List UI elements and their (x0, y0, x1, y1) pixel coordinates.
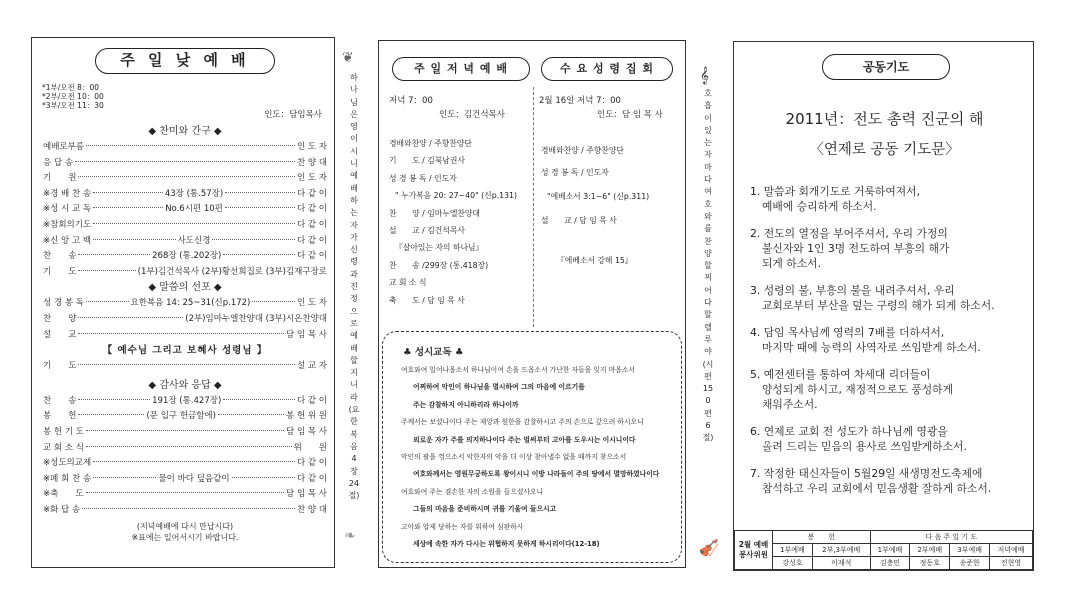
evening-line: 교 회 소 식 (389, 278, 427, 288)
row-label: 기 도 (43, 266, 77, 277)
evening-line: 찬 송 /299장 (통.418장) (389, 260, 489, 270)
music-note-icon: 𝄞 (700, 66, 709, 84)
col-header: 1부예배 (773, 544, 813, 557)
prayer-item-line: 4. 담임 목사님께 영력의 7배를 더하셔서, (750, 326, 945, 339)
worship-row (43, 312, 327, 328)
row-detail: 43장 (통.57장) (164, 188, 224, 199)
row-detail: 사도신경 (177, 235, 211, 246)
row-person: 다 같 이 (296, 235, 328, 246)
sermon-title: 【 예수님 그리고 보혜사 성령님 】 (102, 345, 268, 357)
prayer-item-line: 예배에 승리하게 하소서. (762, 200, 877, 213)
leader-dots (78, 317, 183, 318)
col-header: 2부예배 (910, 544, 950, 557)
worship-row (43, 487, 327, 503)
worship-row (43, 218, 327, 234)
col-header: 저녁예배 (990, 544, 1033, 557)
wed-line: 경배와찬양 / 주향찬양단 (541, 146, 624, 155)
leader-dots (86, 430, 284, 431)
row-person: 담 임 목 사 (286, 426, 327, 437)
leader-dots (78, 176, 295, 177)
wednesday-title: 수 요 성 령 집 회 (541, 57, 673, 81)
row-detail: (문 입구 헌금함에) (146, 411, 216, 422)
row-label: ※참회의기도 (43, 219, 92, 230)
evening-line: " 누가복음 20: 27~40" (신p.131) (395, 191, 518, 201)
volunteer-name: 강성호 (773, 557, 813, 570)
worship-row (43, 328, 327, 344)
worship-row (43, 394, 327, 410)
row-detail: (1부)김건석목사 (2부)황선희집로 (3부)김재구장로 (137, 266, 327, 277)
leaf-ornament-icon: ❦ (342, 50, 354, 66)
leader-dots (75, 161, 295, 162)
col-header: 3부예배 (950, 544, 990, 557)
col-header: 2부,3부예배 (812, 544, 870, 557)
prayer-item (750, 466, 1030, 496)
prayer-item-line: 1. 말씀과 회개기도로 거룩하여져서, (750, 185, 921, 198)
sunday-morning-panel (31, 37, 335, 568)
volunteer-label: 봉사위원 (739, 550, 768, 559)
row-person: 찬 양 대 (296, 157, 327, 168)
row-person: 다 같 이 (296, 251, 328, 262)
wed-line: 설 교 / 담 임 목 사 (541, 216, 617, 225)
next-prayer-group-header: 다 음 주 일 기 도 (870, 531, 1032, 544)
row-person: 다 같 이 (296, 219, 327, 230)
prayer-item (750, 226, 1030, 271)
leader-dots (78, 414, 144, 415)
wednesday-leader: 인도：담 임 목 사 (597, 110, 663, 120)
leader-dots (223, 399, 295, 400)
row-detail: 268장 (통.202장) (152, 251, 222, 262)
row-label: 기 원 (43, 173, 77, 184)
reading-line: 그들의 마음을 준비하시며 귀를 기울여 들으시고 (413, 505, 557, 514)
leader-dots (93, 477, 156, 478)
row-label: 봉 헌 (43, 411, 77, 422)
prayer-item-line: 양성되게 하시고, 재정적으로도 풍성하게 (762, 383, 954, 396)
reading-line: 고아와 압제 당하는 자를 위하여 심판하사 (401, 522, 524, 531)
thanks-rows (43, 394, 327, 519)
reading-line: 어찌하여 악인이 하나님을 멸시하여 그의 마음에 이르기를 (413, 383, 585, 392)
leader-dots (78, 399, 150, 400)
row-label: 응 답 송 (43, 157, 74, 168)
prayer-items (750, 184, 1030, 508)
worship-row (43, 456, 327, 472)
prayer-item (750, 283, 1030, 313)
service-time-2: *2부/오전 10：00 (42, 92, 104, 101)
worship-row (43, 296, 327, 312)
reading-line: 여호와께서는 영원무궁하도록 왕이시니 이방 나라들이 주의 땅에서 멸망하였나이다 (413, 470, 660, 479)
worship-row (43, 409, 327, 425)
row-person: 인 도 자 (296, 298, 328, 309)
order-of-worship (43, 124, 327, 543)
worship-row (43, 503, 327, 519)
row-person: 인 도 자 (296, 142, 327, 152)
prayer-item (750, 184, 1030, 214)
reading-line: 주는 감찰하지 아니하리라 하나이까 (413, 400, 519, 409)
leader-dots (86, 492, 285, 493)
worship-row (43, 441, 327, 457)
volunteer-name: 전현영 (990, 557, 1033, 570)
row-label: ※경 배 찬 송 (43, 188, 92, 199)
row-detail: (2부)임마누엘찬양대 (3부)시온찬양대 (185, 313, 327, 324)
leader-dots (86, 446, 292, 447)
worship-row (43, 156, 327, 172)
evening-time: 저녁 7：00 (389, 96, 433, 106)
prayer-item-line: 올려 드리는 믿음의 용사로 쓰임받게하소서. (762, 440, 967, 453)
prayer-item-line: 채워주소서. (762, 398, 818, 411)
prayer-item-line: 7. 작정한 태신자들이 5월29일 새생명전도축제에 (750, 467, 983, 480)
row-person: 다 같 이 (296, 188, 327, 199)
evening-service-panel (378, 40, 686, 568)
wed-line: 『에베소서 강해 15』 (557, 256, 633, 265)
footer-stand-note: ※표에는 일어서시기 바랍니다. (131, 533, 239, 543)
responsive-reading-box (382, 331, 682, 563)
leader-dots (225, 207, 295, 208)
wednesday-time: 2월 16일 저녁 7：00 (539, 96, 621, 106)
row-label: 봉 헌 기 도 (43, 426, 84, 437)
leader-dots (78, 270, 135, 271)
row-person: 인 도 자 (296, 173, 327, 184)
section-thanks: ◆ 감사와 응답 ◆ (148, 379, 222, 391)
month-label: 2월 예배 (738, 540, 769, 549)
leader-dots (212, 239, 295, 240)
row-label: ※화 답 송 (43, 504, 81, 515)
leader-dots (93, 223, 295, 224)
row-label: 설 교 (43, 329, 77, 340)
evening-line: 축 도 / 담 임 목 사 (389, 295, 465, 305)
wednesday-order (541, 145, 681, 266)
leaf-ornament-bottom-icon: ❧ (344, 528, 356, 544)
volunteer-table-wrap (734, 530, 1033, 570)
leader-dots (93, 207, 163, 208)
service-times (42, 83, 104, 110)
leader-dots (93, 239, 176, 240)
volunteer-name: 송준한 (950, 557, 990, 570)
service-time-1: *1부/오전 8：00 (42, 83, 99, 92)
evening-line: 성 경 봉 독 / 인도자 (389, 173, 457, 183)
responsive-reading-lines (401, 362, 677, 553)
leader-dots (78, 364, 295, 365)
row-person: 다 같 이 (296, 395, 328, 406)
row-label: 기 도 (43, 361, 77, 372)
service-leader: 인도：담임목사 (264, 110, 322, 120)
evening-line: 경배와찬양 / 주향찬양단 (389, 139, 472, 148)
evening-line: 설 교 / 김건석목사 (389, 226, 465, 236)
row-person: 다 같 이 (296, 204, 328, 215)
sunday-morning-title: 주 일 낮 예 배 (95, 48, 275, 74)
row-label: ※성 시 교 독 (43, 204, 92, 215)
leader-dots (252, 301, 295, 302)
sunday-evening-title: 주 일 저 녁 예 배 (392, 57, 530, 81)
reading-line: 세상에 속한 자가 다시는 위협하지 못하게 하시리이다(12-18) (413, 540, 600, 549)
row-label: ※축 도 (43, 489, 84, 500)
worship-row (43, 234, 327, 250)
leader-dots (82, 508, 295, 509)
prayer-item-line: 5. 예전센터를 통하여 차세대 리더들이 (750, 368, 931, 381)
row-person: 다 같 이 (296, 458, 327, 469)
row-person: 담 임 목 사 (286, 489, 327, 500)
evening-line: 기 도 / 김북남권사 (389, 156, 465, 166)
evening-leader: 인도：김건석목사 (439, 110, 505, 120)
divider-line (533, 87, 534, 327)
row-person: 다 같 이 (296, 473, 327, 484)
section-praise: ◆ 찬미와 간구 ◆ (148, 126, 222, 137)
row-label: 예배로부름 (43, 142, 85, 152)
worship-row (43, 265, 327, 281)
row-person: 위 원 (293, 442, 327, 453)
evening-line: 찬 양 / 임마누엘찬양대 (389, 208, 480, 218)
reading-line: 외로운 자가 주를 의지하나이다 주는 벌써부터 고아를 도우시는 이시니이다 (413, 435, 636, 444)
prayer-item-line: 참석하고 우리 교회에서 믿음생활 잘하게 하소서. (762, 482, 992, 495)
service-time-3: *3부/오전 11：30 (42, 101, 104, 110)
leader-dots (225, 192, 295, 193)
prayer-item-line: 마지막 때에 능력의 사역자로 쓰임받게 하소서. (762, 341, 981, 354)
vertical-verse-left: 하나님은 영이시니 예배하는 자가 신령과 진정으로 예배할지니라 (요한복음 4장 24절) (348, 73, 360, 501)
row-person: 담 임 목 사 (286, 329, 327, 340)
word-rows (43, 296, 327, 343)
col-header: 1부예배 (870, 544, 910, 557)
prayer-item-line: 불신자와 1인 3명 전도하여 부흥의 해가 (762, 242, 950, 255)
worship-row (43, 202, 327, 218)
section-word: ◆ 말씀의 선포 ◆ (148, 282, 222, 294)
prayer-item-line: 2. 전도의 열정을 부어주셔서, 우리 가정의 (750, 227, 948, 240)
prayer-title: 공동기도 (822, 54, 950, 80)
prayer-item-line: 되게 하소서. (762, 257, 822, 270)
leader-dots (78, 254, 150, 255)
row-person: 찬 양 대 (296, 504, 327, 515)
row-label: ※폐 회 찬 송 (43, 473, 92, 484)
leader-dots (223, 254, 295, 255)
responsive-reading-title: ♣ 성시교독 ♣ (403, 347, 464, 358)
worship-row (43, 249, 327, 265)
row-detail: 물이 바다 덮음같이 (158, 473, 230, 484)
prayer-item-line: 6. 연제로 교회 전 성도가 하나님께 영광을 (750, 425, 948, 438)
volunteer-name: 이재석 (812, 557, 870, 570)
prayer-heading-year: 2011년：전도 총력 진군의 해 (785, 110, 984, 128)
common-prayer-panel (733, 41, 1034, 571)
worship-row (43, 472, 327, 488)
leader-dots (86, 145, 295, 146)
volunteer-name: 김충민 (870, 557, 910, 570)
leader-dots (232, 477, 295, 478)
volunteer-name: 정동호 (910, 557, 950, 570)
reading-line: 악인의 팔을 꺾으소서 악한자의 악을 더 이상 찾아낼수 없을 때까지 찾으소서 (401, 453, 627, 462)
row-label: ※신 앙 고 백 (43, 235, 92, 246)
row-person: 봉 헌 위 원 (286, 411, 327, 422)
prayer-item (750, 424, 1030, 454)
reading-line: 여호와여 일어나옵소서 하나님이여 손을 드옵소서 가난한 자들을 잊지 마옵소서 (401, 366, 635, 374)
wed-line: "에베소서 3:1~6" (신p.311) (547, 192, 650, 201)
row-person: 설 교 자 (296, 361, 327, 372)
prayer-item-line: 교회로부터 부산을 덮는 구령의 해가 되게 하소서. (762, 299, 995, 312)
reading-line: 주께서는 보셨나이다 주는 재앙과 원한을 감찰하시고 주의 손으로 갚으려 하시오니 (401, 418, 644, 427)
row-detail: No.6시편 10편 (165, 204, 223, 215)
prayer-item-line: 3. 성령의 불, 부흥의 불을 내려주셔서, 우리 (750, 284, 955, 297)
evening-line: 『살아있는 자의 하나님』 (395, 243, 484, 253)
evening-order (389, 135, 529, 309)
prayer-item (750, 367, 1030, 412)
row-label: 찬 송 (43, 395, 77, 406)
leader-dots (218, 414, 284, 415)
row-label: 찬 양 (43, 313, 77, 324)
violin-icon: 🎻 (699, 538, 719, 557)
offering-group-header: 봉 헌 (773, 531, 871, 544)
prayer-heading-sub: 〈연제로 공동 기도문〉 (809, 142, 960, 158)
row-label: 성 경 봉 독 (43, 298, 84, 309)
leader-dots (93, 461, 295, 462)
worship-row (43, 140, 327, 156)
row-detail: 191장 (통.427장) (152, 395, 222, 406)
leader-dots (86, 301, 129, 302)
prayer-item (750, 325, 1030, 355)
row-label: 교 회 소 식 (43, 442, 84, 453)
leader-dots (93, 192, 163, 193)
row-detail: 요한복음 14: 25~31(신p.172) (130, 298, 251, 309)
worship-row (43, 359, 327, 375)
worship-row (43, 171, 327, 187)
reading-line: 여호와여 주는 겸손한 자의 소원을 들으셨사오니 (401, 487, 544, 496)
praise-rows (43, 140, 327, 280)
worship-row (43, 425, 327, 441)
wed-line: 성 경 봉 독 / 인도자 (541, 168, 609, 177)
volunteer-table (734, 530, 1033, 570)
footer-evening-note: (저녁예배에 다시 만납시다) (136, 522, 234, 532)
row-label: ※성도의교제 (43, 458, 92, 469)
leader-dots (78, 333, 284, 334)
row-label: 찬 송 (43, 251, 77, 262)
vertical-verse-right: 호흡이 있는 자마다 여호와를 찬양할찌어다 할렐루야 (시편 150편 6절) (702, 89, 714, 443)
table-row-header (735, 531, 773, 570)
prayer-row (43, 359, 327, 375)
worship-row (43, 187, 327, 203)
